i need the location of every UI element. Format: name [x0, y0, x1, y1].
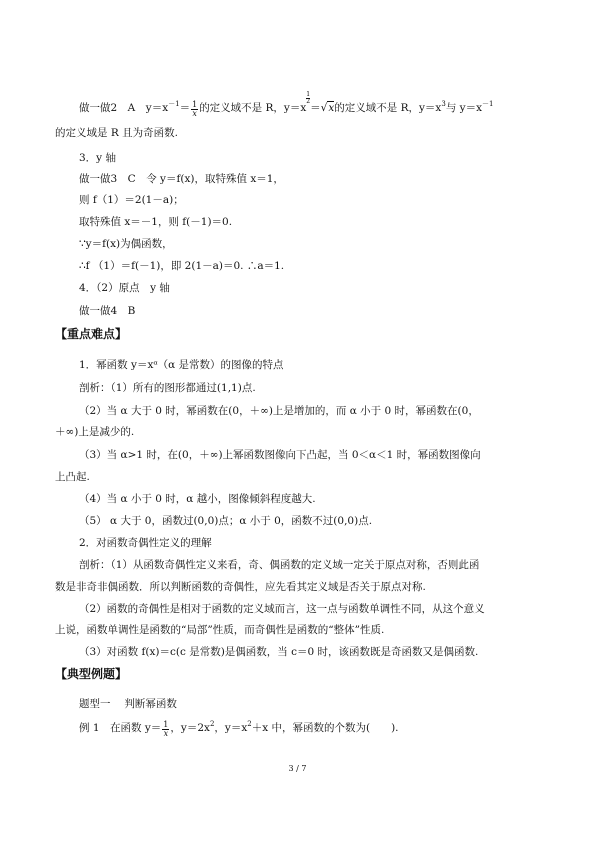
text-line: 3．y 轴: [79, 152, 116, 164]
section-heading: 【典型例题】: [55, 667, 128, 681]
text-run: ＋x 中，幂函数的个数为( ).: [251, 722, 399, 734]
text-line: （4）当 α 小于 0 时，α 越小，图像倾斜程度越大.: [79, 493, 316, 505]
text-line: （3）当 α>1 时，在(0，＋∞)上幂函数图像向下凸起，当 0＜α＜1 时，幂函数图像向: [79, 449, 481, 461]
exponent: 2: [247, 720, 252, 728]
exponent: 2: [209, 720, 215, 728]
fraction: [162, 721, 169, 738]
exponent: 3: [441, 100, 446, 108]
text-line: 1．幂函数 y＝xᵅ（α 是常数）的图像的特点: [79, 359, 284, 371]
text-run: ＝: [179, 102, 191, 114]
sqrt-sign: √: [320, 102, 328, 114]
text-line: （3）对函数 f(x)＝c(c 是常数)是偶函数，当 c＝0 时，该函数既是奇函数又是偶函数.: [79, 646, 479, 658]
text-line: ＋∞)上是减少的.: [55, 426, 135, 438]
text-line: ∵y＝f(x)为偶函数，: [79, 238, 173, 250]
text-line: 剖析：（1）从函数奇偶性定义来看，奇、偶函数的定义域一定关于原点对称，否则此函: [79, 559, 480, 571]
text-run: 与 y＝x: [445, 102, 483, 114]
fraction-denominator: 2: [306, 98, 311, 105]
fraction-denominator: x: [192, 109, 197, 118]
text-line: 4．（2）原点 y 轴: [79, 282, 170, 294]
text-run: 例 1 在函数 y＝: [79, 722, 162, 734]
fraction-numerator: 1: [306, 91, 311, 98]
section-heading: 【重点难点】: [55, 327, 128, 341]
text-line: 2．对函数奇偶性定义的理解: [79, 537, 212, 549]
text-line: 取特殊值 x＝－1，则 f(－1)＝0.: [79, 216, 233, 228]
text-run: 的定义域不是 R，y＝x: [199, 102, 307, 114]
text-line: ∴f （1）＝f(－1)，即 2(1－a)＝0. ∴a＝1.: [79, 260, 285, 272]
text-line: 题型一 判断幂函数: [79, 698, 177, 710]
text-run: 的定义域不是 R，y＝x: [334, 102, 442, 114]
exponent: －1: [168, 100, 180, 108]
text-run: ，y＝2x: [170, 722, 210, 734]
text-line: 做一做4 B: [79, 305, 136, 317]
sqrt-radicand: x: [328, 102, 335, 114]
example-line: [0, 720, 595, 738]
fraction-numerator: 1: [163, 720, 169, 729]
text-line: （5） α 大于 0，函数过(0,0)点；α 小于 0，函数不过(0,0)点.: [79, 515, 373, 527]
text-run: 做一做2 A y＝x: [79, 102, 169, 114]
fraction-denominator: x: [163, 729, 169, 738]
text-line: 做一做3 C 令 y＝f(x)，取特殊值 x＝1，: [79, 173, 284, 185]
text-run: ，y＝x: [214, 722, 248, 734]
text-line: 上说，函数单调性是函数的“局部”性质，而奇偶性是函数的“整体”性质.: [55, 624, 385, 636]
text-run: ＝: [310, 102, 321, 114]
fraction: [191, 101, 198, 118]
exponent: －1: [482, 100, 494, 108]
page-number: 3 / 7: [288, 764, 307, 773]
text-line: 的定义域是 R 且为奇函数.: [55, 127, 178, 139]
text-line: 数是非奇非偶函数．所以判断函数的奇偶性，应先看其定义域是否关于原点对称.: [55, 581, 426, 593]
text-line: （2）函数的奇偶性是相对于函数的定义域而言，这一点与函数单调性不同，从这个意义: [79, 603, 485, 615]
text-line: 上凸起.: [55, 471, 90, 483]
text-line: 则 f（1）＝2(1－a)；: [79, 194, 184, 206]
text-line: （2）当 α 大于 0 时，幂函数在(0，＋∞)上是增加的，而 α 小于 0 时，幂函数在(0，: [79, 405, 479, 417]
answer-line-2: [0, 92, 595, 118]
fraction-numerator: 1: [192, 100, 198, 109]
text-line: 剖析：（1）所有的图形都通过(1,1)点.: [79, 382, 256, 394]
